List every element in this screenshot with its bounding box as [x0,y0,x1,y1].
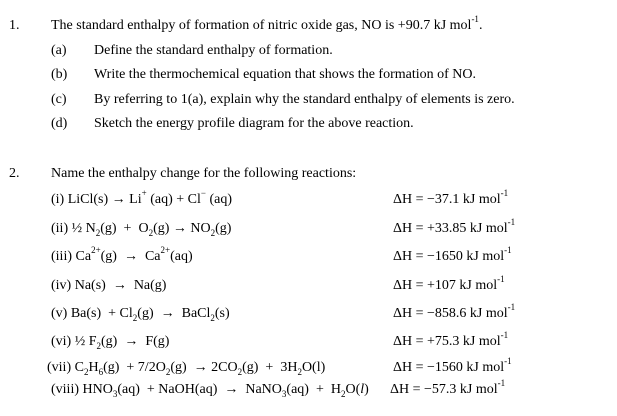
question-2-stem: Name the enthalpy change for the following reactions: [51,166,357,181]
enthalpy-value-v [393,302,516,322]
question-1-stem-end: . [478,18,483,33]
question-1-stem [51,14,483,34]
enthalpy-value-iii [393,245,512,265]
unit-exponent: -1 [497,378,506,389]
part-text-a: Define the standard enthalpy of formation. [94,43,333,58]
unit: kJ mol [469,221,508,236]
unit-exponent: -1 [500,188,509,199]
delta-h: ΔH = −858.6 [393,306,467,321]
delta-h: ΔH = +33.85 [393,221,467,236]
reaction-vii: (vii) $C_2H_6(g) + 7/2O_2(g) \to 2CO_2(g) + 3H_2O(l)$ [47,360,326,377]
reaction-label: (viii) [51,382,79,397]
unit-exponent: -1 [500,330,509,341]
reaction-iv: (iv) Na(s) → Na(g) [51,278,167,293]
reaction-label: (i) [51,192,65,207]
enthalpy-value-vii [393,356,512,376]
unit: kJ mol [466,249,505,264]
question-1-number: 1. [9,18,20,33]
enthalpy-value-vi [393,330,509,350]
reaction-viii: (viii) $HNO_3(aq)$ + NaOH(aq) → NaNO$_3$(aq) + $H_2O(l)$ [51,382,369,399]
unit-exponent: -1 [471,14,479,25]
question-1-stem-text: The standard enthalpy of formation of nitric oxide gas, NO is +90.7 kJ mol [51,18,472,33]
unit-exponent: -1 [507,302,516,313]
reaction-label: (v) [51,306,68,321]
delta-h: ΔH = +75.3 [393,334,460,349]
enthalpy-value-i [393,188,509,208]
enthalpy-value-iv [393,274,505,294]
delta-h: ΔH = −1650 [393,249,463,264]
delta-h: ΔH = +107 [393,278,456,293]
unit-exponent: -1 [507,217,516,228]
delta-h: ΔH = −1560 [393,360,463,375]
unit: kJ mol [469,306,508,321]
reaction-label: (iii) [51,249,72,264]
reaction-ii: (ii) ½ $N_2(g) + O_2(g) \to NO_2(g)$ [51,221,232,238]
reaction-vi: (vi) ½ $F_2(g) \to F(g)$ [51,334,170,351]
unit: kJ mol [466,360,505,375]
reaction-label: (iv) [51,278,72,293]
unit-exponent: -1 [504,245,512,256]
enthalpy-value-viii [390,378,506,398]
unit-exponent: -1 [504,356,512,367]
part-label-d: (d) [51,116,68,131]
delta-h: ΔH = −37.1 [393,192,460,207]
reaction-label: (ii) [51,221,69,236]
part-label-c: (c) [51,92,67,107]
unit: kJ mol [459,278,498,293]
part-text-b: Write the thermochemical equation that shows the formation of NO. [94,67,476,82]
question-2-number: 2. [9,166,20,181]
unit: kJ mol [459,382,498,397]
enthalpy-value-ii [393,217,516,237]
part-label-b: (b) [51,67,68,82]
unit-exponent: -1 [497,274,505,285]
part-text-d: Sketch the energy profile diagram for the above reaction. [94,116,414,131]
reaction-label: (vi) [51,334,72,349]
unit: kJ mol [462,192,501,207]
delta-h: ΔH = −57.3 [390,382,457,397]
reaction-v: (v) $Ba(s) + Cl_2(g)$ → BaCl$_2$(s) [51,306,230,323]
reaction-iii: (iii) $Ca^{2+}(g) \to Ca^{2+}(aq)$ [51,245,193,264]
reaction-i: (i) LiCl(s) → Li+ (aq) + Cl− (aq) [51,188,232,207]
part-text-c: By referring to 1(a), explain why the standard enthalpy of elements is zero. [94,92,515,107]
unit: kJ mol [462,334,501,349]
reaction-label: (vii) [47,360,72,375]
part-label-a: (a) [51,43,67,58]
